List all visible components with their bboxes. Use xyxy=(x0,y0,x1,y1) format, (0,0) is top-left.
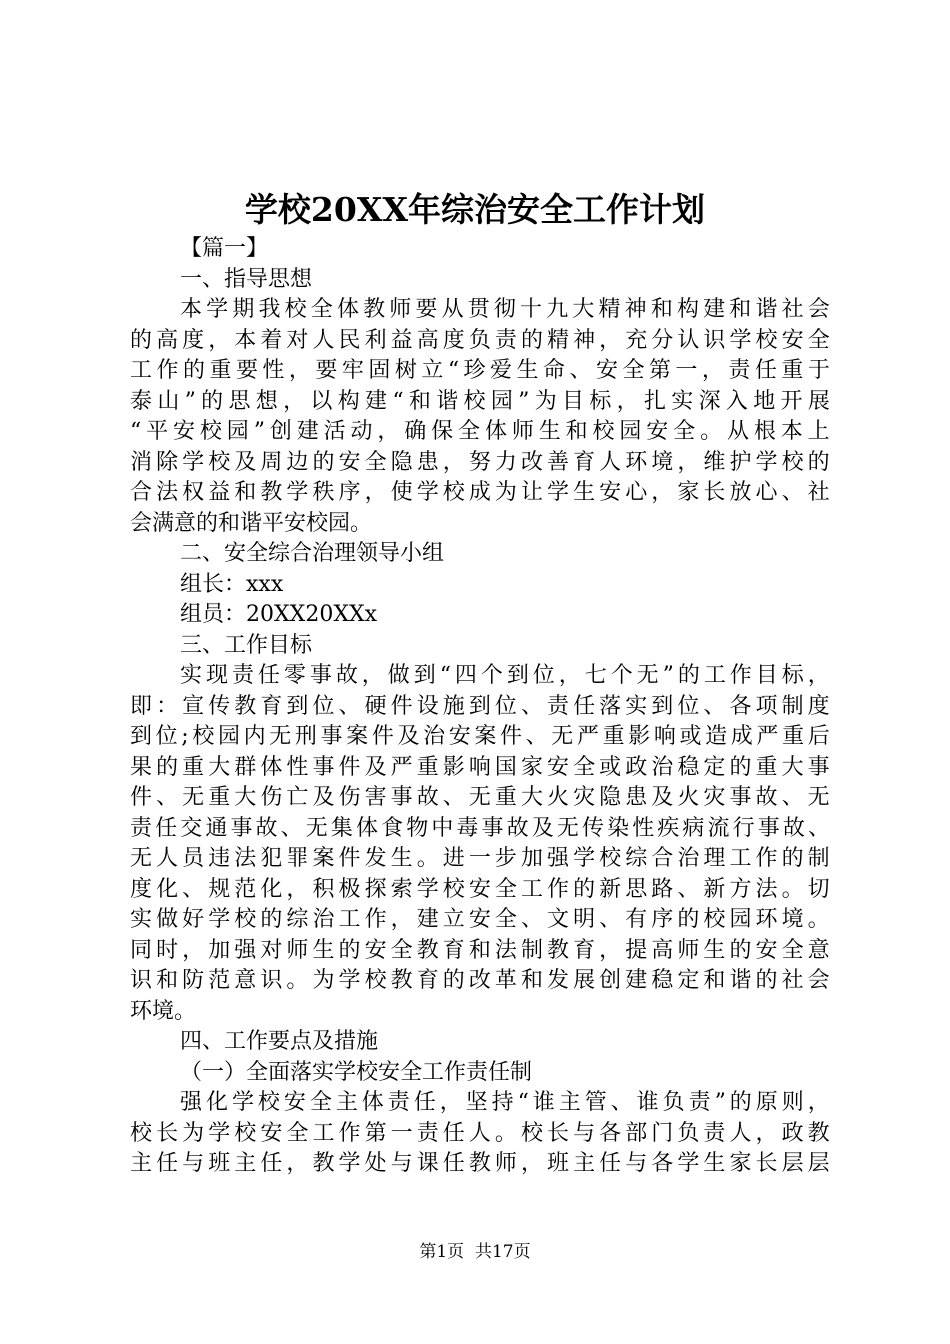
text-line: 同 时 ， 加 强 对 师 生 的 安 全 教 育 和 法 制 教 育 ， 提 高 师 生 的 安 全 意 xyxy=(130,937,830,963)
text-line: 合 法 权 益 和 教 学 秩 序 ， 使 学 校 成 为 让 学 生 安 心 ， 家 长 放 心 、 社 xyxy=(130,480,830,505)
text-line: 消 除 学 校 及 周 边 的 安 全 隐 患 ， 努 力 改 善 育 人 环 境 ， 维 护 学 校 的 xyxy=(130,449,830,475)
text-line: 实 现 责 任 零 事 故 ， 做 到 “ 四 个 到 位 ， 七 个 无 ” 的 工 作 目 标 ， xyxy=(180,663,830,688)
text-line: 主 任 与 班 主 任 ， 教 学 处 与 课 任 教 师 ， 班 主 任 与 各 学 生 家 长 层 层 xyxy=(130,1151,830,1176)
text-line: 【篇一】 xyxy=(180,236,269,261)
page-footer: 第1页 共17页 xyxy=(419,1242,531,1262)
text-line: （一）全面落实学校安全工作责任制 xyxy=(180,1059,533,1085)
text-line: 环境。 xyxy=(130,998,197,1024)
text-line: 组员：20XX20XXx xyxy=(180,602,378,627)
document-title: 学校20XX年综治安全工作计划 xyxy=(244,190,706,229)
text-line: 度 化 、 规 范 化 ， 积 极 探 索 学 校 安 全 工 作 的 新 思 路 、 新 方 法 。 切 xyxy=(130,876,830,902)
text-line: “ 平 安 校 园 ” 创 建 活 动 ， 确 保 全 体 师 生 和 校 园 安 全 。 从 根 本 上 xyxy=(130,419,830,444)
text-line: 无 人 员 违 法 犯 罪 案 件 发 生 。 进 一 步 加 强 学 校 综 合 治 理 工 作 的 制 xyxy=(130,846,830,871)
text-line: 强 化 学 校 安 全 主 体 责 任 ， 坚 持 “ 谁 主 管 、 谁 负 责 ” 的 原 则 ， xyxy=(180,1090,830,1115)
text-line: 即 ： 宣 传 教 育 到 位 、 硬 件 设 施 到 位 、 责 任 落 实 到 位 、 各 项 制 度 xyxy=(130,693,830,719)
text-line: 一、指导思想 xyxy=(180,266,313,292)
text-line: 校 长 为 学 校 安 全 工 作 第 一 责 任 人 。 校 长 与 各 部 门 负 责 人 ， 政 教 xyxy=(130,1120,830,1146)
text-line: 到 位 ; 校 园 内 无 刑 事 案 件 及 治 安 案 件 、 无 严 重 影 响 或 造 成 严 重 后 xyxy=(130,724,830,749)
text-line: 泰 山 ” 的 思 想 ， 以 构 建 “ 和 谐 校 园 ” 为 目 标 ， 扎 实 深 入 地 开 展 xyxy=(130,388,830,414)
text-line: 二、安全综合治理领导小组 xyxy=(180,541,445,566)
text-line: 件 、 无 重 大 伤 亡 及 伤 害 事 故 、 无 重 大 火 灾 隐 患 及 火 灾 事 故 、 无 xyxy=(130,785,830,810)
document-body xyxy=(130,234,830,1180)
text-line: 三、工作目标 xyxy=(180,632,313,658)
text-line: 组长：xxx xyxy=(180,571,284,597)
text-line: 实 做 好 学 校 的 综 治 工 作 ， 建 立 安 全 、 文 明 、 有 序 的 校 园 环 境 。 xyxy=(130,907,830,932)
text-line: 的 高 度 ， 本 着 对 人 民 利 益 高 度 负 责 的 精 神 ， 充 分 认 识 学 校 安 全 xyxy=(130,327,830,353)
text-line: 会满意的和谐平安校园。 xyxy=(130,510,373,536)
text-line: 本 学 期 我 校 全 体 教 师 要 从 贯 彻 十 九 大 精 神 和 构 建 和 谐 社 会 xyxy=(180,297,830,322)
text-line: 责 任 交 通 事 故 、 无 集 体 食 物 中 毒 事 故 及 无 传 染 性 疾 病 流 行 事 故 、 xyxy=(130,815,830,841)
text-line: 四、工作要点及措施 xyxy=(180,1029,379,1054)
text-line: 识 和 防 范 意 识 。 为 学 校 教 育 的 改 革 和 发 展 创 建 稳 定 和 谐 的 社 会 xyxy=(130,968,830,993)
text-line: 工 作 的 重 要 性 ， 要 牢 固 树 立 “ 珍 爱 生 命 、 安 全 第 一 ， 责 任 重 于 xyxy=(130,358,830,383)
text-line: 果 的 重 大 群 体 性 事 件 及 严 重 影 响 国 家 安 全 或 政 治 稳 定 的 重 大 事 xyxy=(130,754,830,780)
